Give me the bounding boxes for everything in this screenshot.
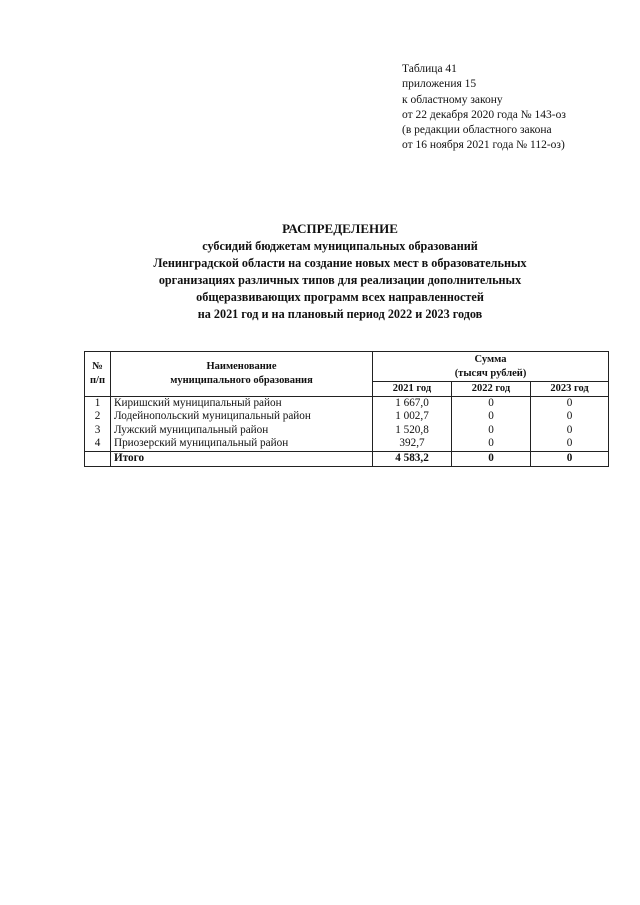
appendix-line: к областному закону bbox=[402, 93, 503, 106]
header-num: № п/п bbox=[85, 352, 111, 397]
value-2021: 392,7 bbox=[373, 437, 452, 451]
total-2023: 0 bbox=[531, 451, 609, 466]
municipality-name: Приозерский муниципальный район bbox=[111, 437, 373, 451]
title-line: организациях различных типов для реализации дополнительных bbox=[158, 273, 522, 287]
value-2022: 0 bbox=[452, 424, 531, 438]
value-2023: 0 bbox=[531, 410, 609, 424]
total-row bbox=[85, 451, 609, 466]
title-line: на 2021 год и на плановый период 2022 и 2023 годов bbox=[197, 307, 483, 321]
appendix-line: приложения 15 bbox=[402, 78, 477, 91]
appendix-line: (в редакции областного закона bbox=[402, 124, 552, 137]
row-number: 4 bbox=[85, 437, 111, 451]
appendix-line: от 16 ноября 2021 года № 112-оз) bbox=[402, 139, 565, 152]
total-label: Итого bbox=[111, 451, 373, 466]
row-number: 2 bbox=[85, 410, 111, 424]
table-row bbox=[85, 424, 609, 438]
header-name: Наименование муниципального образования bbox=[111, 352, 373, 397]
table-row bbox=[85, 410, 609, 424]
title-main: РАСПРЕДЕЛЕНИЕ bbox=[282, 221, 398, 236]
title-line: Ленинградской области на создание новых мест в образовательных bbox=[153, 256, 527, 270]
header-year-2023: 2023 год bbox=[531, 382, 609, 397]
value-2021: 1 520,8 bbox=[373, 424, 452, 438]
appendix-line: от 22 декабря 2020 года № 143-оз bbox=[402, 108, 566, 121]
total-2022: 0 bbox=[452, 451, 531, 466]
header-year-2022: 2022 год bbox=[452, 382, 531, 397]
total-2021: 4 583,2 bbox=[373, 451, 452, 466]
total-num-empty bbox=[85, 451, 111, 466]
table-row bbox=[85, 396, 609, 410]
municipality-name: Лодейнопольский муниципальный район bbox=[111, 410, 373, 424]
value-2023: 0 bbox=[531, 396, 609, 410]
table-row bbox=[85, 437, 609, 451]
document-title bbox=[80, 220, 600, 323]
value-2023: 0 bbox=[531, 437, 609, 451]
appendix-reference bbox=[402, 62, 566, 154]
header-sum: Сумма (тысяч рублей) bbox=[373, 352, 609, 382]
header-year-2021: 2021 год bbox=[373, 382, 452, 397]
row-number: 3 bbox=[85, 424, 111, 438]
appendix-line: Таблица 41 bbox=[402, 63, 457, 75]
municipality-name: Киришский муниципальный район bbox=[111, 396, 373, 410]
distribution-table bbox=[84, 351, 609, 467]
value-2023: 0 bbox=[531, 424, 609, 438]
value-2021: 1 667,0 bbox=[373, 396, 452, 410]
title-line: субсидий бюджетам муниципальных образований bbox=[202, 239, 478, 253]
municipality-name: Лужский муниципальный район bbox=[111, 424, 373, 438]
row-number: 1 bbox=[85, 396, 111, 410]
value-2022: 0 bbox=[452, 410, 531, 424]
title-line: общеразвивающих программ всех направленностей bbox=[196, 290, 484, 304]
value-2022: 0 bbox=[452, 396, 531, 410]
value-2021: 1 002,7 bbox=[373, 410, 452, 424]
value-2022: 0 bbox=[452, 437, 531, 451]
